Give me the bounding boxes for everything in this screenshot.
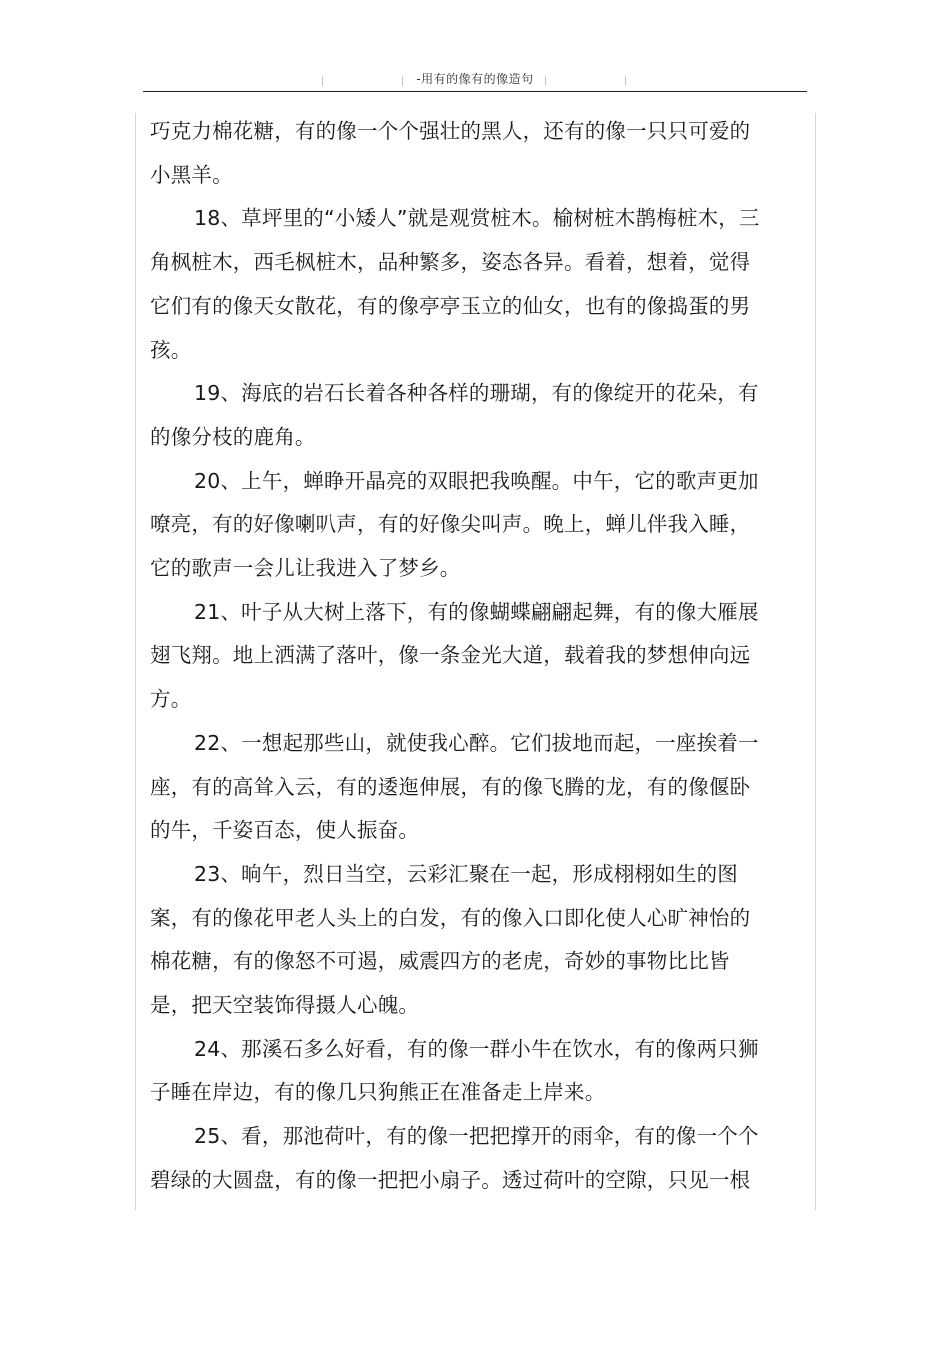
paragraph-18: 18、草坪里的“小矮人”就是观赏桩木。榆树桩木鹊梅桩木，三角枫桩木，西毛枫桩木，品种繁多，姿态各异。看着，想着，觉得它们有的像天女散花，有的像亭亭玉立的仙女，也有的像捣蛋的男孩。	[150, 206, 760, 362]
paragraph-21: 21、叶子从大树上落下，有的像蝴蝶翩翩起舞，有的像大雁展翅飞翔。地上洒满了落叶，像一条金光大道，载着我的梦想伸向远方。	[150, 599, 759, 712]
header-rule	[143, 91, 807, 92]
paragraph-24: 24、那溪石多么好看，有的像一群小牛在饮水，有的像两只狮子睡在岸边，有的像几只狗熊正在准备走上岸来。	[150, 1036, 759, 1105]
paragraph-20: 20、上午，蝉睁开晶亮的双眼把我唤醒。中午，它的歌声更加嘹亮，有的好像喇叭声，有的好像尖叫声。晚上，蝉儿伴我入睡，它的歌声一会儿让我进入了梦乡。	[150, 468, 759, 581]
left-margin-line	[135, 113, 136, 1210]
paragraph-19: 19、海底的岩石长着各种各样的珊瑚，有的像绽开的花朵，有的像分枝的鹿角。	[150, 381, 759, 449]
paragraph-23: 23、晌午，烈日当空，云彩汇聚在一起，形成栩栩如生的图案，有的像花甲老人头上的白发，有的像入口即化使人心旷神怡的棉花糖，有的像怒不可遏，威震四方的老虎，奇妙的事物比比皆是，把天空装饰得摄人心魄。	[150, 861, 751, 1018]
header-title: -用有的像有的像造句	[416, 72, 534, 86]
paragraph-22: 22、一想起那些山，就使我心醉。它们拔地而起，一座挨着一座，有的高耸入云，有的逶迤伸展，有的像飞腾的龙，有的像偃卧的牛，千姿百态，使人振奋。	[150, 730, 759, 843]
page-header	[0, 0, 950, 100]
document-body	[150, 110, 768, 1203]
right-margin-line	[815, 113, 816, 1210]
paragraph-continuation: 巧克力棉花糖，有的像一个个强壮的黑人，还有的像一只只可爱的小黑羊。	[150, 119, 751, 187]
paragraph-25: 25、看，那池荷叶，有的像一把把撑开的雨伞，有的像一个个碧绿的大圆盘，有的像一把把小扇子。透过荷叶的空隙，只见一根	[150, 1124, 759, 1192]
